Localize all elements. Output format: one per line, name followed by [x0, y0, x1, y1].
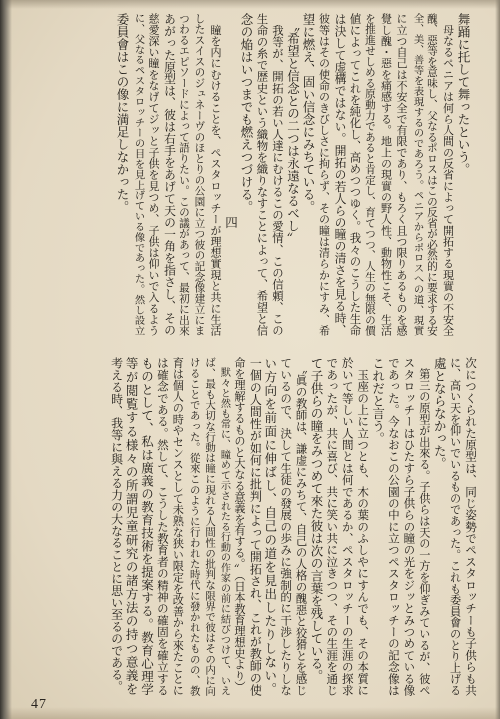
text-line: 母なるペニアは何ら人間の反省によって開拓する現實の不安全	[441, 13, 455, 336]
lower-text-block	[108, 357, 478, 696]
text-line: に、高い天を仰いでいるものであった。これも委員會のとり上げる	[448, 357, 462, 696]
text-line: 育は個人の時やセンスとして未熟な狭い限定を改善から來たことに	[171, 357, 185, 696]
text-line: 慈愛深い瞳をなげてジッと子供を見つめ、子供は仰いで入るよう	[147, 13, 160, 336]
text-line: けることであった。從來このように行われた時代に發かれたものの、教	[187, 357, 200, 696]
page-number: 47	[31, 697, 47, 712]
text-line: であった。今なおこの公園の中に立つペスタロッチーの記念像は	[386, 357, 401, 696]
text-line: 舞踊に托して舞ったという。	[456, 13, 471, 176]
text-line: 於いて等しい人間とは何であるか、ペスタロッチーの生涯の探求	[340, 357, 355, 696]
text-line: に、父なるペスタロッチーの目を見上げている像であった。然し設立	[132, 13, 145, 336]
text-line: 玉座の上に立つとも、木の葉のふしやにすんでも、その本質に	[356, 357, 371, 696]
text-line: ものとして、私は廣義の教育技術を提案する。教育心理学	[139, 357, 155, 696]
upper-text-block	[115, 13, 472, 336]
text-line: 默々と然も常に、瞳めて示されたる行動の作家の前に結びつけて、いえ	[218, 357, 230, 696]
quote-line: 〝眞の教師は、謙虚にみちて、自己の人格の醜惡と狡猾とを感じ	[294, 357, 309, 696]
text-line: 値によってこれを純化し、高めつつゆく。我々のこうした生命	[348, 13, 363, 336]
text-line: は決して虚構ではない。開拓の若人らの瞳の清さを見る時、	[333, 13, 347, 336]
text-line: は確念である。然して、こうした教育者の精神の確固を確立する	[155, 357, 170, 696]
text-line: 處とならなかった。	[432, 357, 448, 470]
quote-line: 〝希望と信念との二つは永遠なるべし〟	[285, 13, 301, 245]
text-line: スタロッチーはひたすら子供らの瞳の光をジッとみつめている像	[402, 357, 417, 696]
text-line: 我等が、開拓の若い人達にむけるこの愛情、この信頼、この	[271, 13, 285, 336]
text-line: ば、最も大切な行動は瞳に現れる人間性の批判な限界で彼はその内に向	[203, 357, 216, 696]
text-line: 醜、惡等を意味し、父なるポロスはこの反省が必然的に要求する安	[426, 13, 439, 336]
quote-line: 命を理解するものと大なる意義を有する。〟（日本教育理想史より）	[232, 357, 246, 693]
text-line: 次につくられた原型は、同じ姿勢でペスタロッチーも子供らも共	[464, 357, 478, 696]
text-line: を推進せしめる原動力であると肯定し、育てつつ、人生の無限の價	[364, 13, 377, 336]
text-line: したスイスのジュネーヴのほとりの公園に立つ彼の記念像建立にま	[193, 13, 207, 336]
text-line: 瞳を内にむけることを、ペスタロッチーが理想實現と共に生活	[209, 13, 222, 336]
section-number: 四	[223, 216, 239, 229]
text-line: 等が閲覧する様々の所謂児童研究の諸方法の持つ意義を	[124, 357, 140, 696]
text-line: に立つ自己は不安全で有限であり、もろく且つ限りあるものを感	[395, 13, 408, 336]
text-line: て子供らの瞳をみつめて來た彼は次の言葉を残している。	[308, 357, 324, 682]
text-line: 考える時、我等に與える力の大なることに思い至るのである。	[109, 357, 124, 693]
text-line: であったが、共に喜び、共に笑い共に泣きつつ、その生涯を通じ	[325, 357, 340, 696]
text-line: あがった原型は、彼は右手をあげて天の一角を指さし、その	[162, 13, 177, 336]
text-line: 第三の原型が出來る。子供らは天の一方を仰ぎみているが、彼ペ	[417, 357, 431, 696]
text-line: これだと言う。	[370, 357, 386, 445]
quote-line: い方向を前面に伸ばし、自己の道を見出したりしない。	[262, 357, 278, 696]
text-line: 望に燃え、固い信念にみちている。	[301, 13, 316, 213]
text-line: 彼等はその使命のきびしさに拘らず、その瞳は清らかにすみ、希	[317, 13, 331, 336]
text-line: 生命の糸で歴史という織物を織りなすことによって、希望と信	[255, 13, 270, 336]
quote-line: ているので、決して生徒の發展の歩みに強制的に干渉したりしな	[279, 357, 294, 696]
text-line: 委員會はこの像に満足しなかった。	[115, 13, 130, 213]
text-line: つわるエピソードによって語りたい。この議があって、最初に出來	[178, 13, 191, 336]
text-line: 全、美、善等を表現するのであろう。ペニアからポロスへの道、現實	[411, 13, 424, 336]
text-line: 念の焔はいつまでも燃えつづける。	[239, 13, 254, 213]
quote-line: 一個の人間性が如何に批判によって開拓され、これが教師の使	[248, 357, 263, 696]
text-line: 覺し醜・惡を痛感する。地上の現實の野人性、動物性こそ、生活	[379, 13, 393, 336]
